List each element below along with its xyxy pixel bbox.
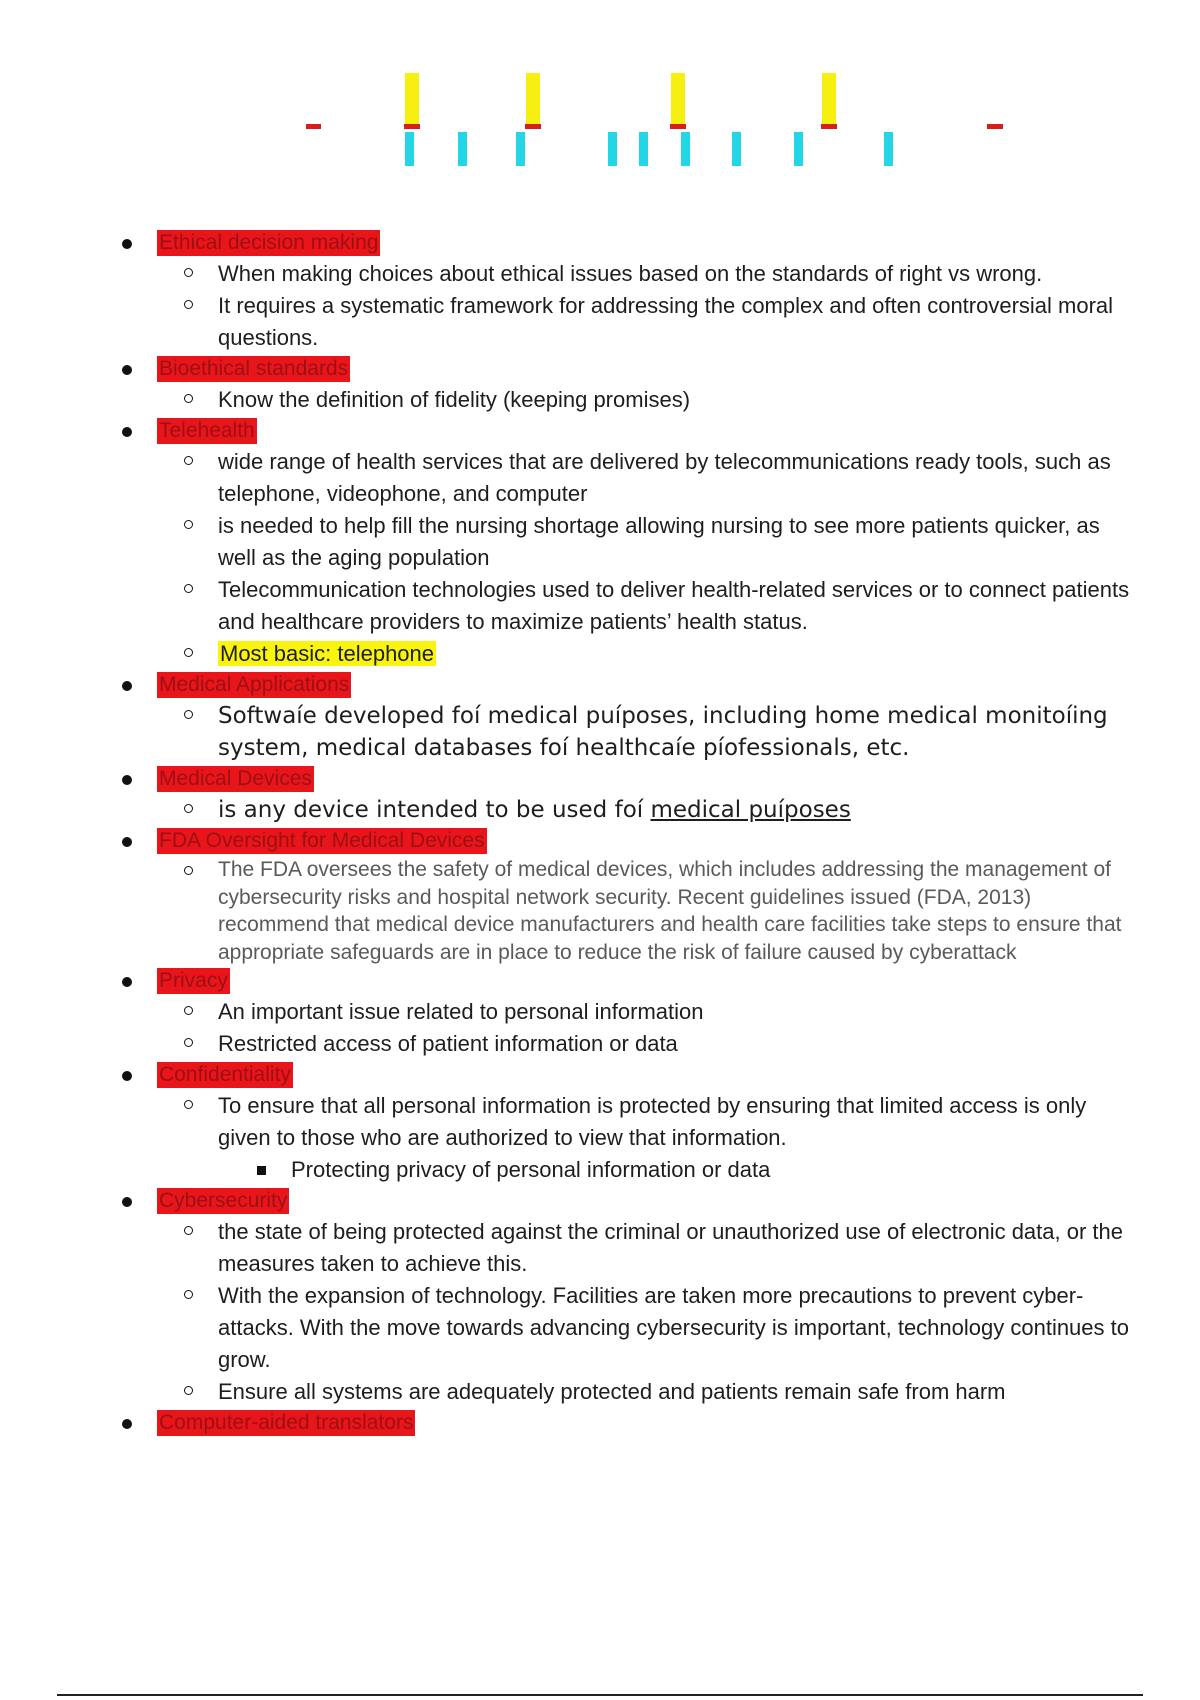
circle-bullet-icon [184,584,193,593]
list-item: the state of being protected against the criminal or unauthorized use of electronic data, or the measures taken to achieve this. [0,1216,1200,1280]
section-heading: Ethical decision making [0,228,1200,258]
list-item: Telecommunication technologies used to deliver health-related services or to connect patients and healthcare providers to maximize patients’ health status. [0,574,1200,638]
circle-bullet-icon [184,520,193,529]
circle-bullet-icon [184,804,193,813]
circle-bullet-icon [184,1226,193,1235]
circle-bullet-icon [184,394,193,403]
list-item: is needed to help fill the nursing shortage allowing nursing to see more patients quicker, as well as the aging population [0,510,1200,574]
yellow-mark [671,73,685,127]
list-item: Ensure all systems are adequately protected and patients remain safe from harm [0,1376,1200,1408]
circle-bullet-icon [184,866,193,875]
bullet-icon [122,365,132,375]
section-heading: FDA Oversight for Medical Devices [0,826,1200,856]
circle-bullet-icon [184,456,193,465]
yellow-mark [822,73,836,127]
circle-bullet-icon [184,1386,193,1395]
highlighted-text: Most basic: telephone [220,641,435,666]
yellow-mark [405,73,419,127]
red-mark [404,124,420,129]
yellow-mark [526,73,540,127]
list-item: When making choices about ethical issues based on the standards of right vs wrong. [0,258,1200,290]
cyan-mark [884,132,893,166]
section-heading: Cybersecurity [0,1186,1200,1216]
bullet-icon [122,427,132,437]
section-heading: Bioethical standards [0,354,1200,384]
list-item: Softwaíe developed foí medical puíposes, including home medical monitoíing system, medical databases foí healthcaíe píofessionals, etc. [0,700,1200,764]
list-item: Protecting privacy of personal information or data [0,1154,1200,1186]
bullet-icon [122,1071,132,1081]
circle-bullet-icon [184,268,193,277]
cyan-mark [639,132,648,166]
cyan-mark [608,132,617,166]
section-heading: Confidentiality [0,1060,1200,1090]
document-body [0,228,1200,1438]
list-item: To ensure that all personal information is protected by ensuring that limited access is only given to those who are authorized to view that information. [0,1090,1200,1154]
section-heading: Medical Devices [0,764,1200,794]
bullet-icon [122,239,132,249]
list-item [0,638,1200,670]
list-item: The FDA oversees the safety of medical devices, which includes addressing the management of cybersecurity risks and hospital network security. Recent guidelines issued (FDA, 2013) recommend that medical device manufacturers and health care facilities take steps to ensure that appropriate safeguards are in place to reduce the risk of failure caused by cyberattack [0,856,1200,966]
section-heading: Medical Applications [0,670,1200,700]
cyan-mark [516,132,525,166]
circle-bullet-icon [184,300,193,309]
red-mark [306,124,321,129]
cyan-mark [681,132,690,166]
red-mark [821,124,837,129]
bullet-icon [122,837,132,847]
cyan-mark [458,132,467,166]
bullet-icon [122,681,132,691]
bullet-icon [122,775,132,785]
cyan-mark [732,132,741,166]
decorative-marks [0,0,1200,200]
list-item: Know the definition of fidelity (keeping promises) [0,384,1200,416]
section-heading: Privacy [0,966,1200,996]
circle-bullet-icon [184,1006,193,1015]
circle-bullet-icon [184,1038,193,1047]
circle-bullet-icon [184,1100,193,1109]
red-mark [670,124,686,129]
list-item: An important issue related to personal information [0,996,1200,1028]
section-heading: Telehealth [0,416,1200,446]
list-item: It requires a systematic framework for addressing the complex and often controversial moral questions. [0,290,1200,354]
page-bottom-rule [57,1694,1143,1696]
red-mark [525,124,541,129]
cyan-mark [794,132,803,166]
bullet-icon [122,1197,132,1207]
list-item: With the expansion of technology. Facilities are taken more precautions to prevent cyber-attacks. With the move towards advancing cybersecurity is important, technology continues to grow. [0,1280,1200,1376]
circle-bullet-icon [184,710,193,719]
list-item: wide range of health services that are delivered by telecommunications ready tools, such as telephone, videophone, and computer [0,446,1200,510]
circle-bullet-icon [184,648,193,657]
circle-bullet-icon [184,1290,193,1299]
underlined-text: medical puíposes [650,797,851,823]
cyan-mark [405,132,414,166]
list-item: is any device intended to be used foí medical puíposes [0,794,1200,826]
square-bullet-icon [257,1166,266,1175]
section-heading: Computer-aided translators [0,1408,1200,1438]
bullet-icon [122,1419,132,1429]
bullet-icon [122,977,132,987]
list-item: Restricted access of patient information or data [0,1028,1200,1060]
red-mark [987,124,1003,129]
